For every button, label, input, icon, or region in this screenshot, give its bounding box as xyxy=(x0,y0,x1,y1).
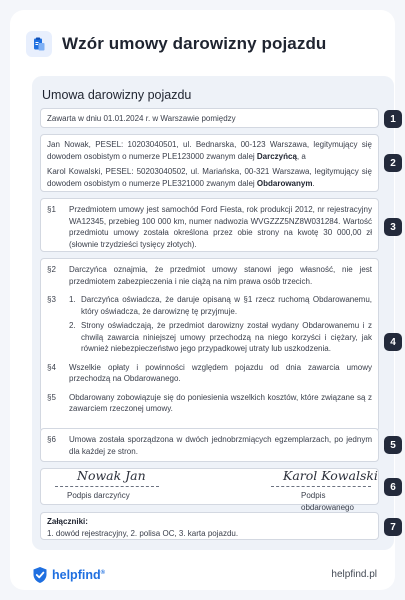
donee-signature-line xyxy=(271,486,371,487)
list-item: 2. Strony oświadczają, że przedmiot darowizny został wydany Obdarowanemu i z chwilą zawarcia niniejszej umowy przechodzą na niego korzyści i ciężary, jak również niebezpieczeństwo jego przypadkowej utraty lub uszkodzenia. xyxy=(69,321,372,353)
section-subject xyxy=(40,198,379,252)
badge-7: 7 xyxy=(384,518,402,536)
badge-5: 5 xyxy=(384,436,402,454)
donee-signature-label: Podpis obdarowanego xyxy=(301,491,354,512)
paragraph-symbol: §1 xyxy=(47,205,56,214)
ownership-text: Darczyńca oznajmia, że przedmiot umowy stanowi jego własność, nie jest przedmiotem zabezpieczenia i nie ciążą na nim prawa osób trzecich. xyxy=(69,265,372,286)
section-terms xyxy=(40,258,379,432)
paragraph-symbol: §2 xyxy=(47,265,56,274)
contract-document xyxy=(32,76,394,550)
shield-check-icon xyxy=(32,566,48,584)
donor-signature-label: Podpis darczyńcy xyxy=(67,491,130,500)
section-signatures xyxy=(40,468,379,512)
intro-text: Zawarta w dniu 01.01.2024 r. w Warszawie pomiędzy xyxy=(47,114,236,123)
section-copies xyxy=(40,428,379,462)
paragraph-symbol: §3 xyxy=(47,295,56,304)
attachments-list: 1. dowód rejestracyjny, 2. polisa OC, 3. karta pojazdu. xyxy=(47,528,239,538)
section-parties xyxy=(40,134,379,192)
paragraph-symbol: §6 xyxy=(47,435,56,444)
list-item: 1. Darczyńca oświadcza, że daruje opisaną w §1 rzecz ruchomą Obdarowanemu, który oświadcza, że darowiznę tę przyjmuje. xyxy=(69,295,372,316)
footer xyxy=(10,558,395,590)
donor-signature-line xyxy=(55,486,159,487)
brand-name: helpfind® xyxy=(52,568,106,582)
paragraph-symbol: §5 xyxy=(47,392,56,402)
subject-text: Przedmiotem umowy jest samochód Ford Fiesta, rok produkcji 2012, nr rejestracyjny WA12345, przebieg 100 000 km, numer nadwozia WVGZZZ5NZ8W031284. Wartość przedmiotu umowy została określona przez obie strony na kwotę 30 000,00 zł (słownie trzydzieści tysięcy złotych). xyxy=(69,205,372,249)
fees-text: Wszelkie opłaty i powinności względem pojazdu od dnia zawarcia umowy przechodzą na Obdarowanego. xyxy=(69,362,372,383)
section-intro xyxy=(40,108,379,128)
document-clipboard-icon xyxy=(26,31,52,57)
badge-3: 3 xyxy=(384,218,402,236)
page-header xyxy=(26,30,326,58)
costs-text: Obdarowany zobowiązuje się do poniesienia wszelkich kosztów, które związane są z zawarciem rzeczonej umowy. xyxy=(69,392,372,413)
paragraph-symbol: §4 xyxy=(47,362,56,372)
donee-paragraph: Karol Kowalski, PESEL: 50203040502, ul. Mariańska, 00-321 Warszawa, legitymujący się dowodem osobistym o numerze PLE321000 zwanym dalej Obdarowanym. xyxy=(47,167,372,188)
donor-paragraph: Jan Nowak, PESEL: 10203040501, ul. Bednarska, 00-123 Warszawa, legitymujący się dowodem osobistym o numerze PLE123000 zwanym dalej Darczyńcą, a xyxy=(47,140,372,161)
brand-logo[interactable] xyxy=(32,566,105,584)
badge-2: 2 xyxy=(384,154,402,172)
contract-title: Umowa darowizny pojazdu xyxy=(42,88,192,102)
badge-6: 6 xyxy=(384,478,402,496)
site-url[interactable]: helpfind.pl xyxy=(331,569,377,580)
copies-text: Umowa została sporządzona w dwóch jednobrzmiących egzemplarzach, po jednym dla każdej ze stron. xyxy=(69,435,372,456)
badge-1: 1 xyxy=(384,110,402,128)
template-card xyxy=(10,10,395,590)
donee-signature: Karol Kowalski xyxy=(283,468,378,483)
page-title: Wzór umowy darowizny pojazdu xyxy=(62,34,327,53)
badge-4: 4 xyxy=(384,333,402,351)
donor-signature: Nowak Jan xyxy=(77,468,146,483)
attachments-title: Załączniki: xyxy=(47,517,88,526)
section-attachments xyxy=(40,512,379,540)
